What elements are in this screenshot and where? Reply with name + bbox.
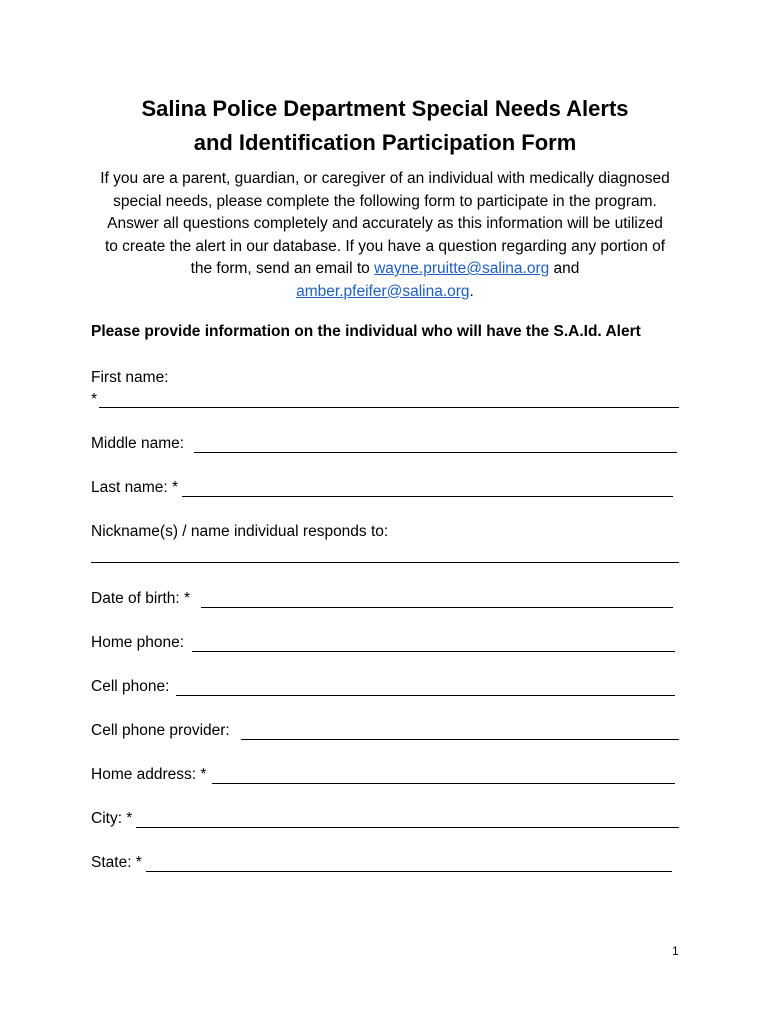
section-heading: Please provide information on the individual who will have the S.A.Id. Alert [91, 323, 641, 340]
state-label: State: * [91, 854, 142, 871]
email-link-wayne[interactable]: wayne.pruitte@salina.org [374, 260, 550, 277]
home-address-label: Home address: * [91, 766, 207, 783]
intro-period: . [469, 282, 474, 300]
cell-phone-field[interactable] [176, 695, 675, 696]
home-address-field[interactable] [212, 783, 675, 784]
home-phone-field[interactable] [192, 651, 675, 652]
intro-paragraph [100, 168, 670, 303]
state-field[interactable] [146, 871, 672, 872]
cell-provider-label: Cell phone provider: [91, 722, 230, 739]
email-link-amber[interactable]: amber.pfeifer@salina.org [296, 282, 470, 300]
first-name-label: First name: [91, 369, 169, 386]
cell-phone-label: Cell phone: [91, 678, 170, 695]
dob-field[interactable] [201, 607, 673, 608]
middle-name-field[interactable] [194, 452, 677, 453]
intro-and: and [553, 260, 580, 277]
nickname-field[interactable] [91, 562, 679, 563]
form-title-line-2: and Identification Participation Form [193, 130, 577, 155]
first-name-required-marker: * [91, 391, 98, 408]
nickname-label: Nickname(s) / name individual responds to: [91, 523, 389, 540]
cell-provider-field[interactable] [241, 739, 679, 740]
intro-text: If you are a parent, guardian, or caregiver of an individual with medically diagnosed special needs, please complete the following form to participate in the program. Answer all questions completely and accurately as this information will be utilized to create the alert in our database. If you have a question regarding any portion of the form, send an email to [100, 170, 670, 277]
home-phone-label: Home phone: [91, 634, 185, 651]
middle-name-label: Middle name: [91, 435, 185, 452]
dob-label: Date of birth: * [91, 590, 191, 607]
form-title-line-1: Salina Police Department Special Needs Alerts [141, 96, 629, 121]
page-number: 1 [672, 944, 679, 958]
city-field[interactable] [136, 827, 679, 828]
last-name-label: Last name: * [91, 479, 179, 496]
last-name-field[interactable] [182, 496, 673, 497]
first-name-field[interactable] [99, 407, 679, 408]
city-label: City: * [91, 810, 133, 827]
